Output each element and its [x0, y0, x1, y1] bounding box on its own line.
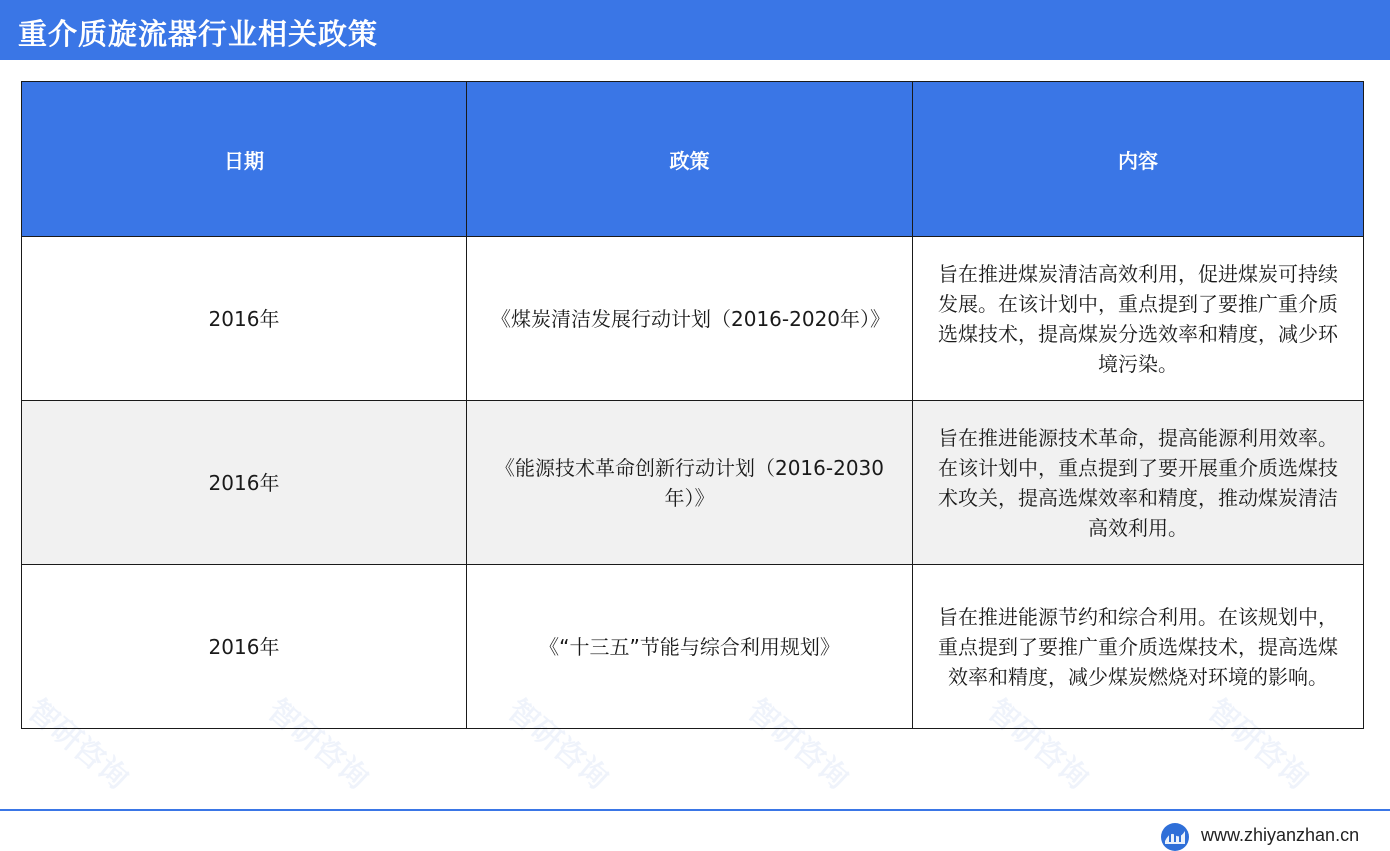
- table-row: [22, 237, 1364, 401]
- cell-date: 2016年: [22, 565, 467, 729]
- watermark: 智研咨询: [980, 692, 1095, 797]
- table-row: [22, 565, 1364, 729]
- page-title: 重介质旋流器行业相关政策: [18, 17, 379, 51]
- footer-url[interactable]: www.zhiyanzhan.cn: [1201, 825, 1360, 845]
- cell-date: 2016年: [22, 237, 467, 401]
- watermark: 智研咨询: [740, 692, 855, 797]
- cell-content: 旨在推进能源节约和综合利用。在该规划中，重点提到了要推广重介质选煤技术，提高选煤效率和精度，减少煤炭燃烧对环境的影响。: [913, 565, 1364, 729]
- cell-date: 2016年: [22, 401, 467, 565]
- watermark: 智研咨询: [500, 692, 615, 797]
- cell-policy: 《煤炭清洁发展行动计划（2016-2020年）》: [467, 237, 913, 401]
- title-bar: [0, 0, 1390, 60]
- policy-table: [21, 81, 1364, 729]
- watermark: 智研咨询: [260, 692, 375, 797]
- cell-policy: 《能源技术革命创新行动计划（2016-2030年）》: [467, 401, 913, 565]
- header-content: 内容: [913, 82, 1364, 237]
- zhiyan-logo-icon: [1160, 822, 1190, 851]
- watermark: 智研咨询: [20, 692, 135, 797]
- cell-policy: 《“十三五”节能与综合利用规划》: [467, 565, 913, 729]
- table-row: [22, 401, 1364, 565]
- header-date: 日期: [22, 82, 467, 237]
- watermark: 智研咨询: [1200, 692, 1315, 797]
- cell-content: 旨在推进煤炭清洁高效利用，促进煤炭可持续发展。在该计划中，重点提到了要推广重介质选煤技术，提高煤炭分选效率和精度，减少环境污染。: [913, 237, 1364, 401]
- header-policy: 政策: [467, 82, 913, 237]
- cell-content: 旨在推进能源技术革命，提高能源利用效率。在该计划中，重点提到了要开展重介质选煤技术攻关，提高选煤效率和精度，推动煤炭清洁高效利用。: [913, 401, 1364, 565]
- footer-divider: [0, 809, 1390, 811]
- table-header-row: [22, 82, 1364, 237]
